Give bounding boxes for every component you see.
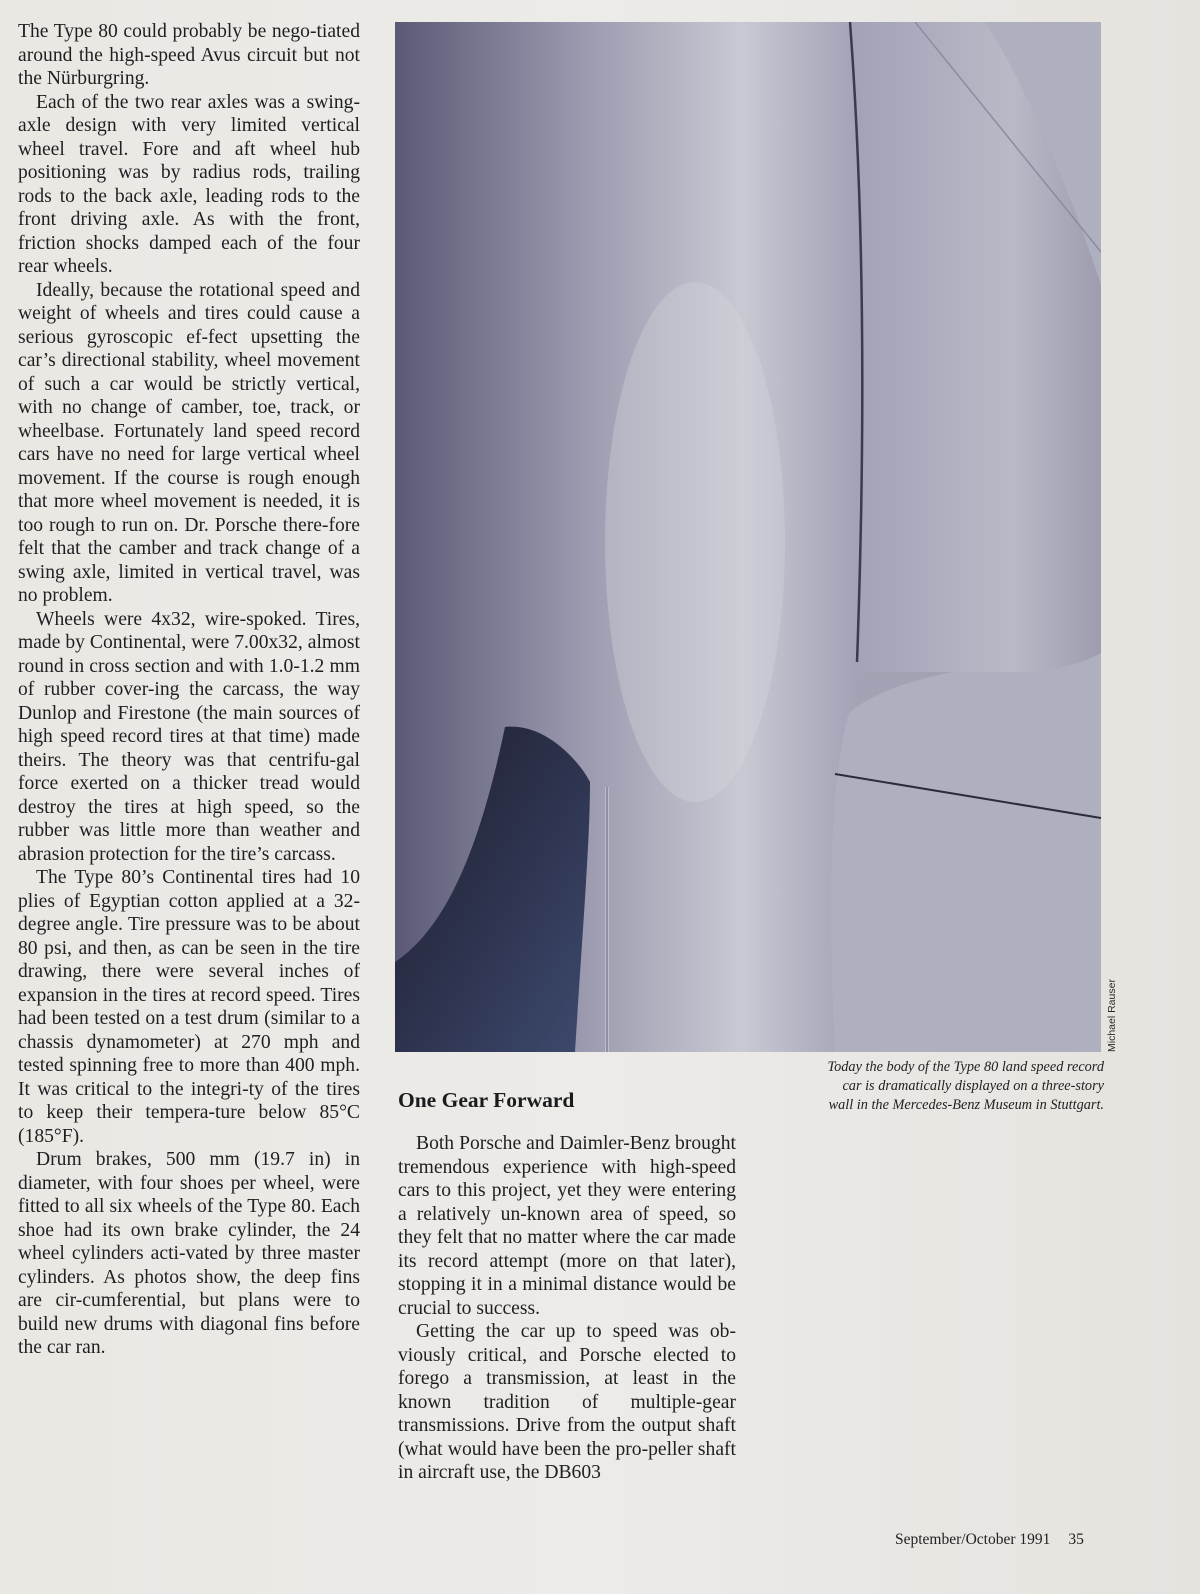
car-body-illustration [395,22,1101,1052]
page-number: 35 [1068,1531,1084,1548]
paragraph: The Type 80 could probably be nego-tiated around the high-speed Avus circuit but not the Nürburgring. [18,21,360,89]
paragraph: Wheels were 4x32, wire-spoked. Tires, made by Continental, were 7.00x32, almost round in cross section and with 1.0-1.2 mm of rubber cover-ing the carcass, the way Dunlop and Firestone (the main sources of high speed record tires at that time) made theirs. The theory was that centrifu-gal force exerted on a thicker tread would destroy the tires at high speed, so the rubber was little more than weather and abrasion protection for the tire’s carcass. [18,608,360,865]
middle-text-column [398,1132,736,1485]
paragraph: Each of the two rear axles was a swing-axle design with very limited vertical wheel travel. Fore and aft wheel hub positioning was by radius rods, trailing rods to the back axle, leading rods to the front driving axle. As with the front, friction shocks damped each of the four rear wheels. [18,91,360,277]
paragraph: Ideally, because the rotational speed and weight of wheels and tires could cause a serious gyroscopic ef-fect upsetting the car’s directional stability, wheel movement of such a car would be strictly vertical, with no change of camber, toe, track, or wheelbase. Fortunately land speed record cars have no need for large vertical wheel movement. If the course is rough enough that more wheel movement is needed, it is too rough to run on. Dr. Porsche there-fore felt that the camber and track change of a swing axle, limited in vertical travel, was no problem. [18,279,360,606]
type-80-body-photo [395,22,1101,1052]
paragraph: Both Porsche and Daimler-Benz brought tremendous experience with high-speed cars to this project, yet they were entering a relatively un-known area of speed, so they felt that no matter where the car made its record attempt (more on that later), stopping it in a minimal distance would be crucial to success. [398,1133,736,1319]
paragraph: Drum brakes, 500 mm (19.7 in) in diameter, with four shoes per wheel, were fitted to all six wheels of the Type 80. Each shoe had its own brake cylinder, the 24 wheel cylinders acti-vated by three master cylinders. As photos show, the deep fins are cir-cumferential, but plans were to build new drums with diagonal fins before the car ran. [18,1149,360,1358]
section-heading: One Gear Forward [398,1088,575,1112]
left-text-column [18,20,360,1360]
photo-credit: Michael Rauser [1106,979,1118,1052]
issue-date: September/October 1991 [895,1531,1051,1548]
paragraph: Getting the car up to speed was ob-viously critical, and Porsche elected to forego a transmission, at least in the known tradition of multiple-gear transmissions. Drive from the output shaft (what would have been the pro-peller shaft in aircraft use, the DB603 [398,1321,736,1483]
paragraph: The Type 80’s Continental tires had 10 plies of Egyptian cotton applied at a 32-degree angle. Tire pressure was to be about 80 psi, and then, as can be seen in the tire drawing, there were several inches of expansion in the tires at record speed. Tires had been tested on a test drum (similar to a chassis dynamometer) at 270 mph and tested spinning free to more than 400 mph. It was critical to the integri-ty of the tires to keep their tempera-ture below 85°C (185°F). [18,867,360,1147]
page-footer [895,1531,1084,1549]
photo-caption: Today the body of the Type 80 land speed record car is dramatically displayed on a three-story wall in the Mercedes-Benz Museum in Stuttgart. [827,1059,1104,1113]
